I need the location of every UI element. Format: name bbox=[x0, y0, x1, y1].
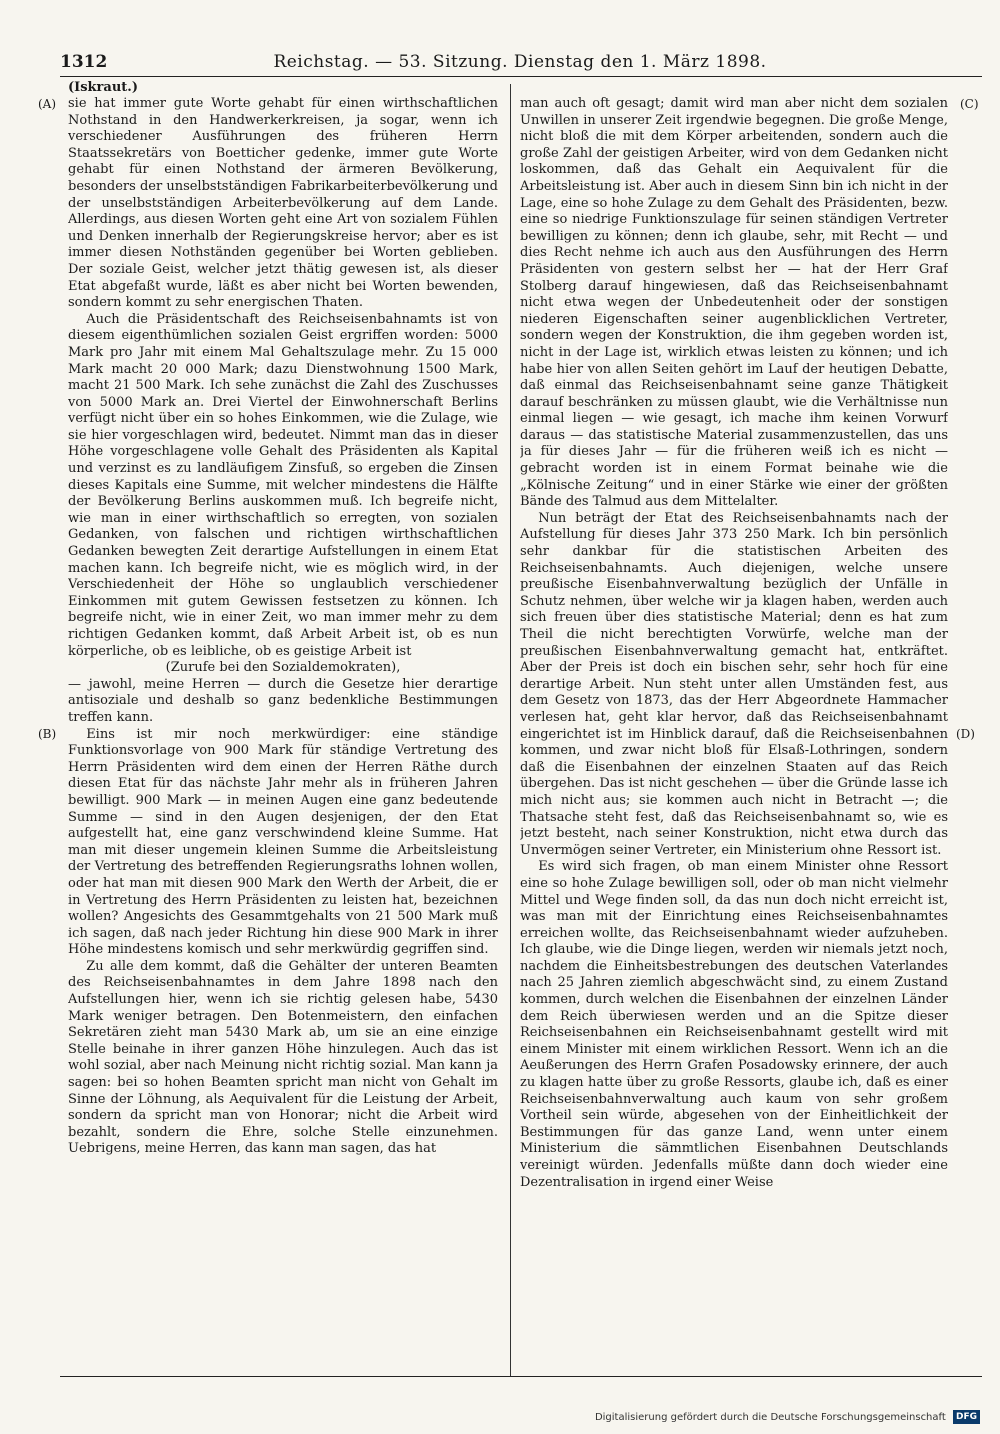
running-header bbox=[60, 50, 980, 74]
footer-rule bbox=[60, 1376, 982, 1377]
paragraph: Zu alle dem kommt, daß die Gehälter der unteren Beamten des Reichseisenbahnamtes in dem Jahre 1898 nach den Aufstellungen hier, wenn ich sie richtig gelesen habe, 5430 Mark weniger betragen. Den Botenmeistern, den einfachen Sekretären zieht man 5430 Mark ab, um sie an eine einzige Stelle beinahe in ihrer ganzen Höhe hinzulegen. Auch das ist wohl sozial, aber nach Meinung nicht richtig sozial. Man kann ja sagen: bei so hohen Beamten spricht man nicht von Gehalt im Sinne der Löhnung, als Aequivalent für die Leistung der Arbeit, sondern da spricht man von Honorar; nicht die Arbeit wird bezahlt, sondern die Ehre, solche Stelle einzunehmen. Uebrigens, meine Herren, das kann man sagen, das hat bbox=[68, 958, 498, 1157]
left-column bbox=[68, 96, 498, 1374]
margin-marker-d: (D) bbox=[956, 727, 975, 741]
margin-marker-c: (C) bbox=[960, 97, 979, 111]
margin-marker-b: (B) bbox=[38, 727, 57, 741]
right-column bbox=[520, 96, 948, 1374]
paragraph: Nun beträgt der Etat des Reichseisenbahnamts nach der Aufstellung für dieses Jahr 373 250 Mark. Ich bin persönlich sehr dankbar für die statistischen Arbeiten des Reichseisenbahnamts. Auch diejenigen, welche unsere preußische Eisenbahnverwaltung bezüglich der Unfälle in Schutz nehmen, über welche wir ja klagen haben, werden auch sich freuen über dies statistische Material; denn es hat zum Theil die nicht berechtigten Vorwürfe, welche man der preußischen Eisenbahnverwaltung gemacht hat, entkräftet. Aber der Preis ist doch ein bischen sehr, sehr hoch für eine derartige Arbeit. Nun steht unter allen Umständen fest, aus dem Gesetz von 1873, das der Herr Abgeordnete Hammacher verlesen hat, geht klar hervor, daß das Reichseisenbahnamt eingerichtet ist im Hinblick darauf, daß die Reichseisenbahnen kommen, und zwar nicht bloß für Elsaß-Lothringen, sondern daß die Eisenbahnen der einzelnen Staaten auf das Reich übergehen. Das ist nicht geschehen — über die Gründe lasse ich mich nicht aus; sie kommen auch nicht in Betracht —; die Thatsache steht fest, daß das Reichseisenbahnamt so, wie es jetzt besteht, nach seiner Konstruktion, nicht etwa durch das Unvermögen seiner Vertreter, ein Ministerium ohne Ressort ist. bbox=[520, 510, 948, 858]
page-number: 1312 bbox=[60, 52, 108, 72]
paragraph: Es wird sich fragen, ob man einem Minister ohne Ressort eine so hohe Zulage bewilligen soll, oder ob man nicht vielmehr Mittel und Wege finden soll, da das nun doch nicht erreicht ist, was man mit der Einrichtung eines Reichseisenbahnamtes erreichen wollte, das Reichseisenbahnamt wieder aufzuheben. Ich glaube, wie die Dinge liegen, werden wir niemals jetzt noch, nachdem die Einheitsbestrebungen des deutschen Vaterlandes nach 25 Jahren ziemlich abgeschwächt sind, zu einem Zustand kommen, durch welchen die Eisenbahnen der einzelnen Länder dem Reich überwiesen werden und an die Spitze dieser Reichseisenbahnen ein Reichseisenbahnamt gestellt wird mit einem Minister mit einem wirklichen Ressort. Wenn ich an die Aeußerungen des Herrn Grafen Posadowsky erinnere, der auch zu klagen hatte über zu große Ressorts, glaube ich, daß es einer Reichseisenbahnverwaltung auch kaum von sehr großem Vortheil sein würde, abgesehen von der Einheitlichkeit der Bestimmungen für das ganze Land, wenn unter einem Ministerium die sämmtlichen Eisenbahnen Deutschlands vereinigt würden. Jedenfalls müßte dann doch wieder eine Dezentralisation in irgend einer Weise bbox=[520, 859, 948, 1190]
margin-marker-a: (A) bbox=[38, 97, 57, 111]
speaker-name: (Iskraut.) bbox=[68, 80, 138, 95]
dfg-logo: DFG bbox=[953, 1410, 980, 1424]
paragraph: man auch oft gesagt; damit wird man aber nicht dem sozialen Unwillen in unserer Zeit irgendwie begegnen. Die große Menge, nicht bloß die mit dem Körper arbeitenden, sondern auch die große Zahl der geistigen Arbeiter, wird von dem Gedanken nicht loskommen, daß das Gehalt ein Aequivalent für die Arbeitsleistung ist. Aber auch in diesem Sinn bin ich nicht in der Lage, eine so hohe Zulage zu dem Gehalt des Präsidenten, bezw. eine so niedrige Funktionszulage für seinen ständigen Vertreter bewilligen zu können; denn ich glaube, sehr, mit Recht — und dies Recht nehme ich auch aus den Ausführungen des Herrn Präsidenten von gestern selbst her — hat der Herr Graf Stolberg darauf hingewiesen, daß das Reichseisenbahnamt nicht etwa wegen der Unbedeutenheit oder der sonstigen niederen Eigenschaften seiner augenblicklichen Vertreter, sondern wegen der Konstruktion, die ihm gegeben worden ist, nicht in der Lage ist, wirklich etwas leisten zu können; und ich habe hier von allen Seiten gehört im Lauf der heutigen Debatte, daß einmal das Reichseisenbahnamt seine ganze Thätigkeit darauf beschränken zu müssen glaubt, wie die Verhältnisse nun einmal liegen — wie gesagt, ich mache ihm keinen Vorwurf daraus — das statistische Material zusammenzustellen, das uns ja für dieses Jahr — für die früheren weiß ich es nicht — gebracht worden ist in einem Format beinahe wie die „Kölnische Zeitung“ und in einer Stärke wie einer der größten Bände des Talmud aus dem Mittelalter. bbox=[520, 96, 948, 510]
paragraph: — jawohl, meine Herren — durch die Gesetze hier derartige antisoziale und deshalb so ganz bedenkliche Bestimmungen treffen kann. bbox=[68, 676, 498, 725]
digitization-credit bbox=[595, 1410, 980, 1426]
interjection: (Zurufe bei den Sozialdemokraten), bbox=[165, 660, 401, 676]
paragraph: sie hat immer gute Worte gehabt für einen wirthschaftlichen Nothstand in den Handwerkerkreisen, ja sogar, wenn ich verschiedener Ausführungen des früheren Herrn Staatssekretärs von Boetticher gedenke, immer gute Worte gehabt für einen Nothstand der ärmeren Bevölkerung, besonders der unselbstständigen Fabrikarbeiterbevölkerung und der unselbstständigen Arbeiterbevölkerung auf dem Lande. Allerdings, aus diesen Worten geht eine Art von sozialem Fühlen und Denken innerhalb der Regierungskreise hervor; aber es ist immer diesen Nothständen gegenüber bei Worten geblieben. Der soziale Geist, welcher jetzt thätig gewesen ist, als dieser Etat abgefaßt wurde, läßt es aber nicht bei Worten bewenden, sondern kommt zu sehr energischen Thaten. bbox=[68, 96, 498, 311]
header-rule bbox=[60, 76, 982, 77]
column-divider bbox=[510, 84, 511, 1376]
page-title: Reichstag. — 53. Sitzung. Dienstag den 1. März 1898. bbox=[273, 52, 767, 72]
credit-text: Digitalisierung gefördert durch die Deutsche Forschungsgemeinschaft bbox=[594, 1412, 946, 1423]
paragraph: Eins ist mir noch merkwürdiger: eine ständige Funktionsvorlage von 900 Mark für ständige Vertretung des Herrn Präsidenten wird dem einen der Herren Räthe durch diesen Etat für das nächste Jahr mehr als in früheren Jahren bewilligt. 900 Mark — in meinen Augen eine ganz bedeutende Summe — sind in den Augen desjenigen, der den Etat aufgestellt hat, eine ganz verschwindend kleine Summe. Hat man mit dieser ungemein kleinen Summe die Arbeitsleistung der Vertretung des betreffenden Regierungsraths lohnen wollen, oder hat man mit diesen 900 Mark den Werth der Arbeit, die er in Vertretung des Herrn Präsidenten zu leisten hat, bezeichnen wollen? Angesichts des Gesammtgehalts von 21 500 Mark muß ich sagen, daß nach jeder Richtung hin diese 900 Mark in ihrer Höhe mindestens komisch und sehr merkwürdig gegriffen sind. bbox=[68, 726, 498, 958]
paragraph: Auch die Präsidentschaft des Reichseisenbahnamts ist von diesem eigenthümlichen sozialen Geist ergriffen worden: 5000 Mark pro Jahr mit einem Mal Gehaltszulage mehr. Zu 15 000 Mark macht 20 000 Mark; dazu Dienstwohnung 1500 Mark, macht 21 500 Mark. Ich sehe zunächst die Zahl des Zuschusses von 5000 Mark an. Drei Viertel der Einwohnerschaft Berlins verfügt nicht über ein so hohes Einkommen, wie die Zulage, wie sie hier vorgeschlagen wird, bedeutet. Nimmt man das in dieser Höhe vorgeschlagene volle Gehalt des Präsidenten als Kapital und verzinst es zu landläufigem Zinsfuß, so ergeben die Zinsen dieses Kapitals eine Summe, mit welcher mindestens die Hälfte der Bevölkerung Berlins auskommen muß. Ich begreife nicht, wie man in einer wirthschaftlich so erregten, von sozialen Gedanken, von falschen und richtigen wirthschaftlichen Gedanken bewegten Zeit derartige Aufstellungen in einem Etat machen kann. Ich begreife nicht, wie es möglich wird, in der Verschiedenheit der Höhe so unglaublich verschiedener Einkommen mit gutem Gewissen festsetzen zu können. Ich begreife nicht, wie in einer Zeit, wo man immer mehr zu dem richtigen Gedanken kommt, daß Arbeit Arbeit ist, ob es nun körperliche, ob es leibliche, ob es geistige Arbeit ist bbox=[68, 311, 498, 659]
